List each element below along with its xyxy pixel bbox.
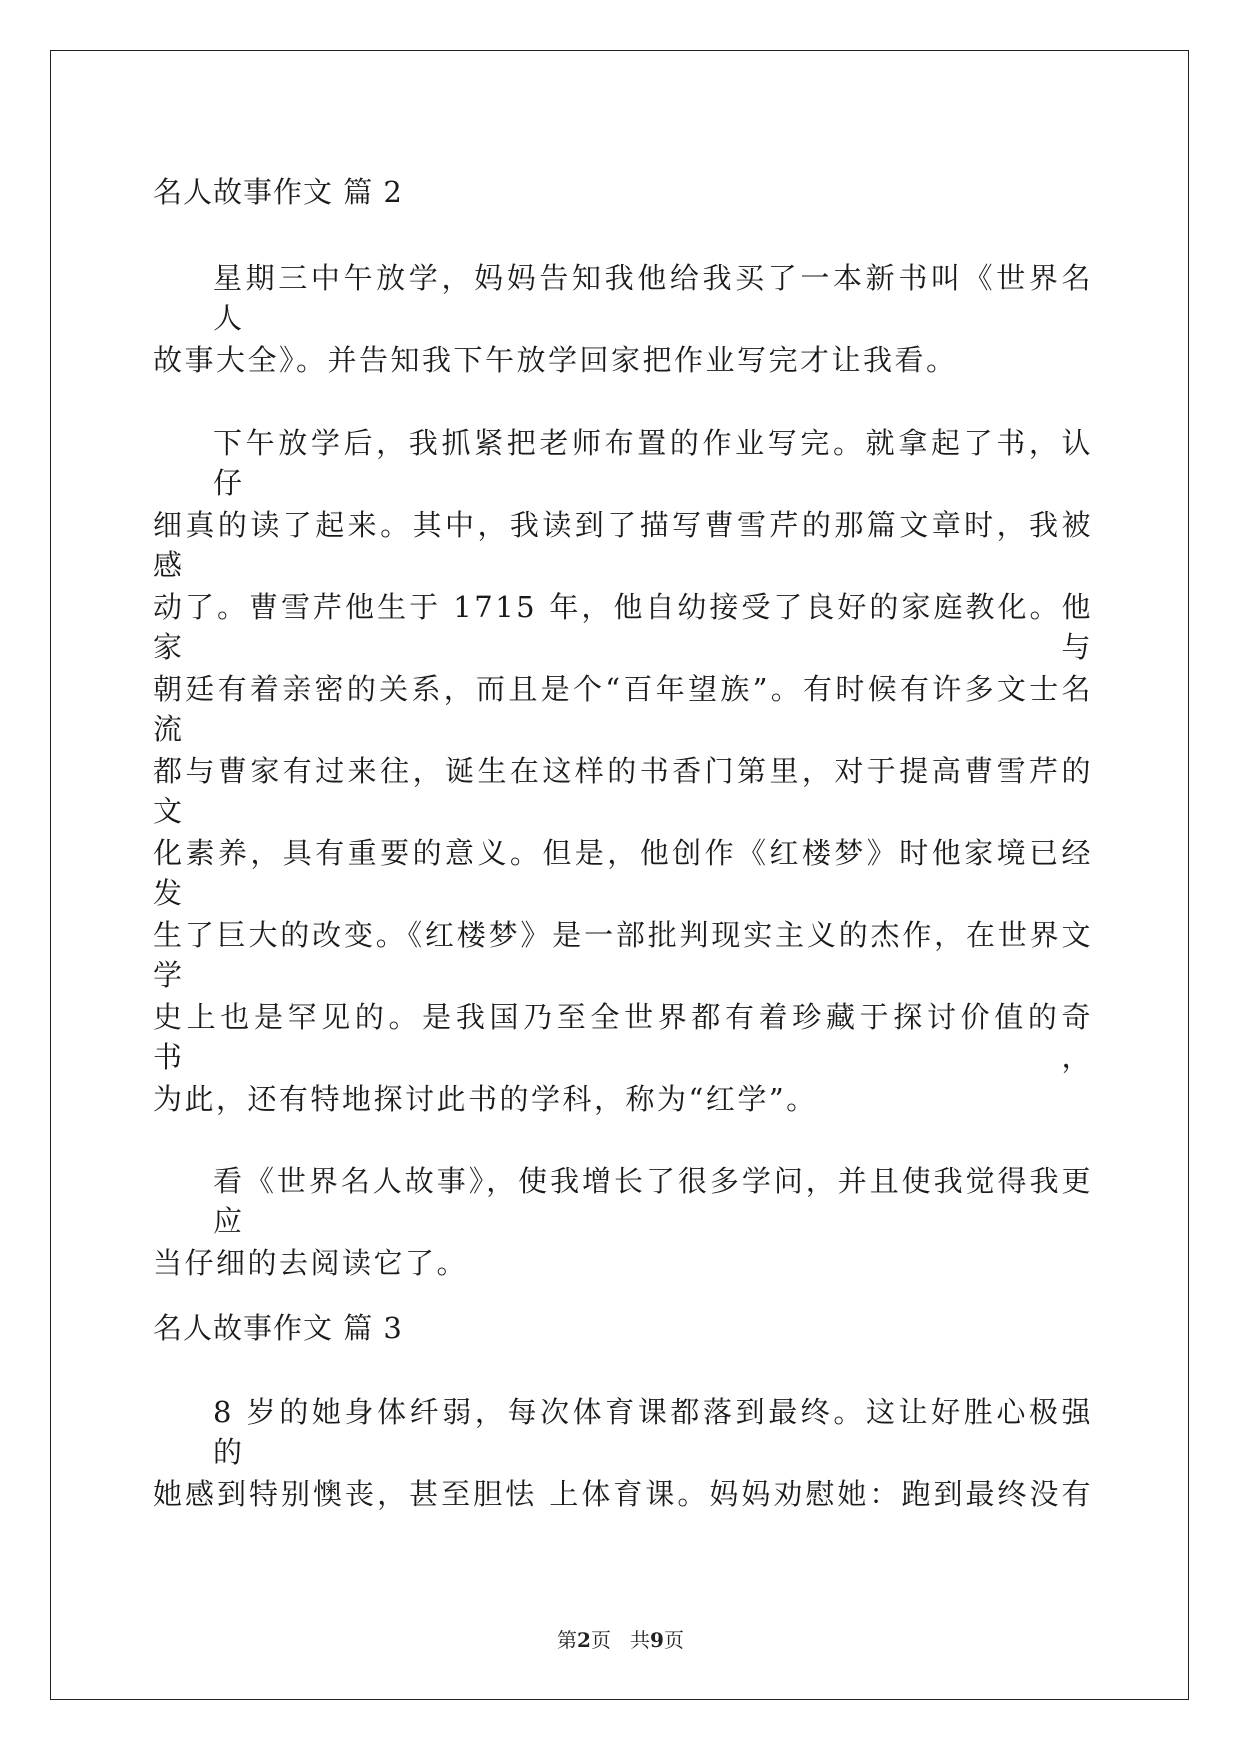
paragraph-line: 星期三中午放学，妈妈告知我他给我买了一本新书叫《世界名人 <box>213 261 1093 335</box>
paragraph-line: 生了巨大的改变。《红楼梦》是一部批判现实主义的杰作，在世界文学 <box>153 918 1093 992</box>
paragraph-line: 8 岁的她身体纤弱，每次体育课都落到最终。这让好胜心极强的 <box>213 1395 1093 1469</box>
footer-page-suffix: 页 <box>590 1628 611 1652</box>
page-footer <box>0 1624 1241 1653</box>
paragraph-line: 故事大全》。并告知我下午放学回家把作业写完才让我看。 <box>153 343 958 377</box>
footer-total-suffix: 页 <box>663 1628 684 1652</box>
footer-total-prefix: 共 <box>630 1628 651 1652</box>
paragraph-line: 朝廷有着亲密的关系，而且是个“百年望族”。有时候有许多文士名流 <box>153 672 1093 746</box>
section-heading: 名人故事作文 篇 3 <box>153 1311 403 1345</box>
paragraph-line: 当仔细的去阅读它了。 <box>153 1246 469 1280</box>
footer-page-number: 2 <box>577 1628 591 1652</box>
footer-total-number: 9 <box>650 1628 664 1652</box>
paragraph-line: 动了。曹雪芹他生于 1715 年，他自幼接受了良好的家庭教化。他家与 <box>153 590 1093 664</box>
paragraph-line: 下午放学后，我抓紧把老师布置的作业写完。就拿起了书，认仔 <box>213 426 1093 500</box>
paragraph-line: 她感到特别懊丧，甚至胆怯 上体育课。妈妈劝慰她：跑到最终没有 <box>153 1477 1093 1511</box>
paragraph-line: 看《世界名人故事》，使我增长了很多学问，并且使我觉得我更应 <box>213 1164 1093 1238</box>
paragraph-line: 为此，还有特地探讨此书的学科，称为“红学”。 <box>153 1082 818 1116</box>
paragraph-line: 化素养，具有重要的意义。但是，他创作《红楼梦》时他家境已经发 <box>153 836 1093 910</box>
paragraph-line: 史上也是罕见的。是我国乃至全世界都有着珍藏于探讨价值的奇书， <box>153 1000 1093 1074</box>
paragraph-line: 细真的读了起来。其中，我读到了描写曹雪芹的那篇文章时，我被感 <box>153 508 1093 582</box>
paragraph-line: 都与曹家有过来往，诞生在这样的书香门第里，对于提高曹雪芹的文 <box>153 754 1093 828</box>
section-heading: 名人故事作文 篇 2 <box>153 175 403 209</box>
footer-page-prefix: 第 <box>557 1628 578 1652</box>
